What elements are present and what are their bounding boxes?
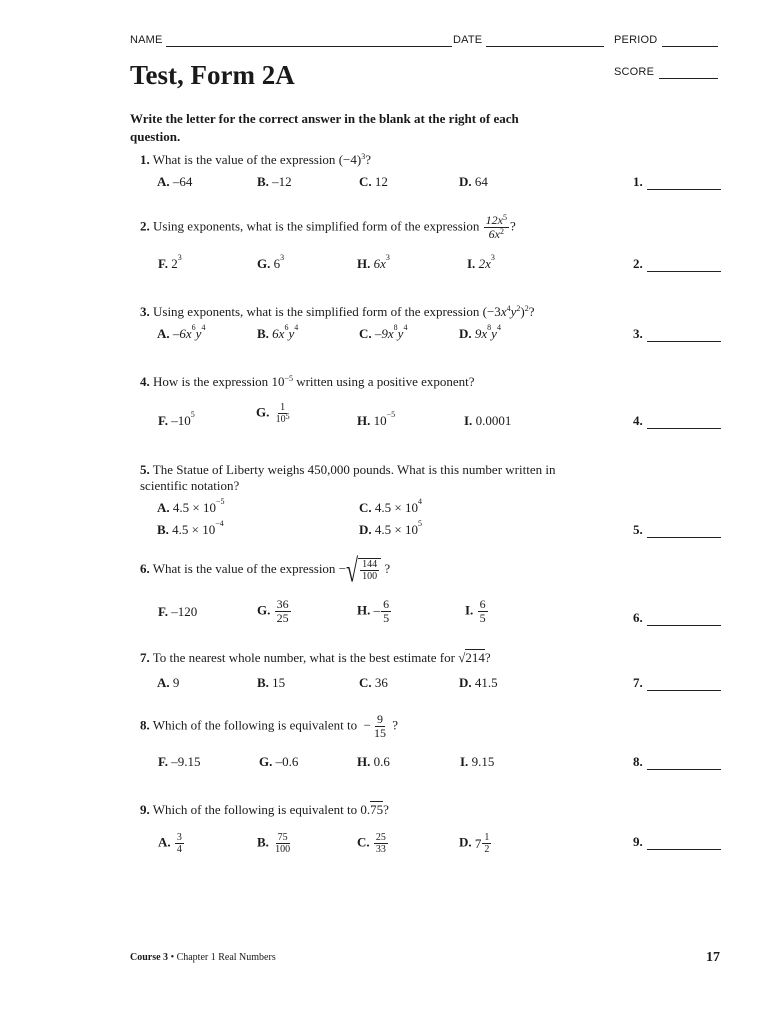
q3-option-d: D. $9x^8y^4$: [459, 323, 501, 341]
score-field[interactable]: [659, 78, 718, 79]
q3-option-b: B. $6x^6y^4$: [257, 323, 299, 341]
answer-blank-6[interactable]: 6.: [633, 610, 721, 626]
question-9: 9. Which of the following is equivalent to 0.75?: [140, 802, 389, 817]
name-label: NAME: [130, 34, 163, 46]
question-4: 4. How is the expression $10^{-5}$ written using a positive exponent?: [140, 374, 475, 389]
name-field[interactable]: [166, 46, 452, 47]
footer-course: Course 3 • Chapter 1 Real Numbers: [130, 952, 276, 963]
q6-option-h: H. – $\frac{6}{5}$: [357, 597, 390, 625]
q9-option-c: C. $\frac{25}{33}$: [357, 832, 386, 855]
question-5: 5. The Statue of Liberty weighs 450,000 pounds. What is this number written in scientific notation?: [140, 462, 556, 493]
q7-option-b: B. 15: [257, 675, 286, 690]
period-label: PERIOD: [614, 34, 658, 46]
question-2: 2. Using exponents, what is the simplified form of the expression $\frac{12x^5}{6x^2}$ ?: [140, 213, 516, 241]
q6-option-f: F. –120: [158, 604, 198, 619]
q2-option-g: G. $6^3$: [257, 253, 285, 271]
q8-option-h: H. 0.6: [357, 754, 390, 769]
q5-option-b: B. $4.5 \times 10^{-4}$: [157, 519, 224, 537]
answer-blank-2[interactable]: 2.: [633, 256, 721, 272]
q5-option-d: D. $4.5 \times 10^5$: [359, 519, 422, 537]
question-7: 7. To the nearest whole number, what is the best estimate for √214?: [140, 650, 491, 665]
q7-option-c: C. 36: [359, 675, 388, 690]
q7-option-d: D. 41.5: [459, 675, 498, 690]
date-label: DATE: [453, 34, 483, 46]
score-label: SCORE: [614, 66, 655, 78]
q9-option-b: B. $\frac{75}{100}$: [257, 832, 291, 855]
q4-option-g: G. $\frac{1}{10^5}$: [256, 402, 290, 425]
q8-option-g: G. –0.6: [259, 754, 299, 769]
q9-option-a: A. $\frac{3}{4}$: [158, 832, 182, 855]
date-field[interactable]: [486, 46, 604, 47]
q1-option-c: C. 12: [359, 174, 388, 189]
q4-option-h: H. $10^{-5}$: [357, 410, 396, 428]
q7-option-a: A. 9: [157, 675, 180, 690]
q1-option-a: A. –64: [157, 174, 193, 189]
q1-option-b: B. –12: [257, 174, 292, 189]
q6-option-g: G. $\frac{36}{25}$: [257, 597, 289, 625]
question-6: 6. What is the value of the expression − √ $\frac{144}{100}$ ?: [140, 551, 391, 589]
answer-blank-4[interactable]: 4.: [633, 413, 721, 429]
page-number: 17: [706, 950, 720, 965]
answer-blank-7[interactable]: 7.: [633, 675, 721, 691]
q8-option-i: I. 9.15: [460, 754, 495, 769]
q2-option-f: F. $2^3$: [158, 253, 182, 271]
q1-option-d: D. 64: [459, 174, 488, 189]
q2-fraction: $\frac{12x^5}{6x^2}$: [485, 213, 507, 241]
q2-option-h: H. $6x^3$: [357, 253, 390, 271]
question-1: 1. What is the value of the expression $(-4)^3$?: [140, 152, 371, 167]
answer-blank-1[interactable]: 1.: [633, 174, 721, 190]
q4-option-i: I. 0.0001: [464, 413, 512, 428]
q6-option-i: I. $\frac{6}{5}$: [465, 597, 486, 625]
answer-blank-9[interactable]: 9.: [633, 834, 721, 850]
q4-option-f: F. $-10^5$: [158, 410, 195, 428]
q8-option-f: F. –9.15: [158, 754, 201, 769]
q2-option-i: I. $2x^3$: [467, 253, 495, 271]
question-3: 3. Using exponents, what is the simplified form of the expression $(-3x^4y^2)^2$?: [140, 304, 535, 319]
q5-option-a: A. $4.5 \times 10^{-5}$: [157, 497, 225, 515]
q6-square-root: √ $\frac{144}{100}$: [346, 558, 381, 582]
page-title: Test, Form 2A: [130, 60, 295, 90]
answer-blank-5[interactable]: 5.: [633, 522, 721, 538]
answer-blank-3[interactable]: 3.: [633, 326, 721, 342]
q5-option-c: C. $4.5 \times 10^4$: [359, 497, 422, 515]
question-8: 8. Which of the following is equivalent to − $\frac{9}{15}$ ?: [140, 712, 398, 740]
period-field[interactable]: [662, 46, 718, 47]
q9-option-d: D. 7 $\frac{1}{2}$: [459, 832, 490, 855]
q3-option-c: C. $-9x^8y^4$: [359, 323, 408, 341]
instructions: Write the letter for the correct answer in the blank at the right of each question.: [130, 111, 519, 144]
q3-option-a: A. $-6x^6y^4$: [157, 323, 206, 341]
answer-blank-8[interactable]: 8.: [633, 754, 721, 770]
